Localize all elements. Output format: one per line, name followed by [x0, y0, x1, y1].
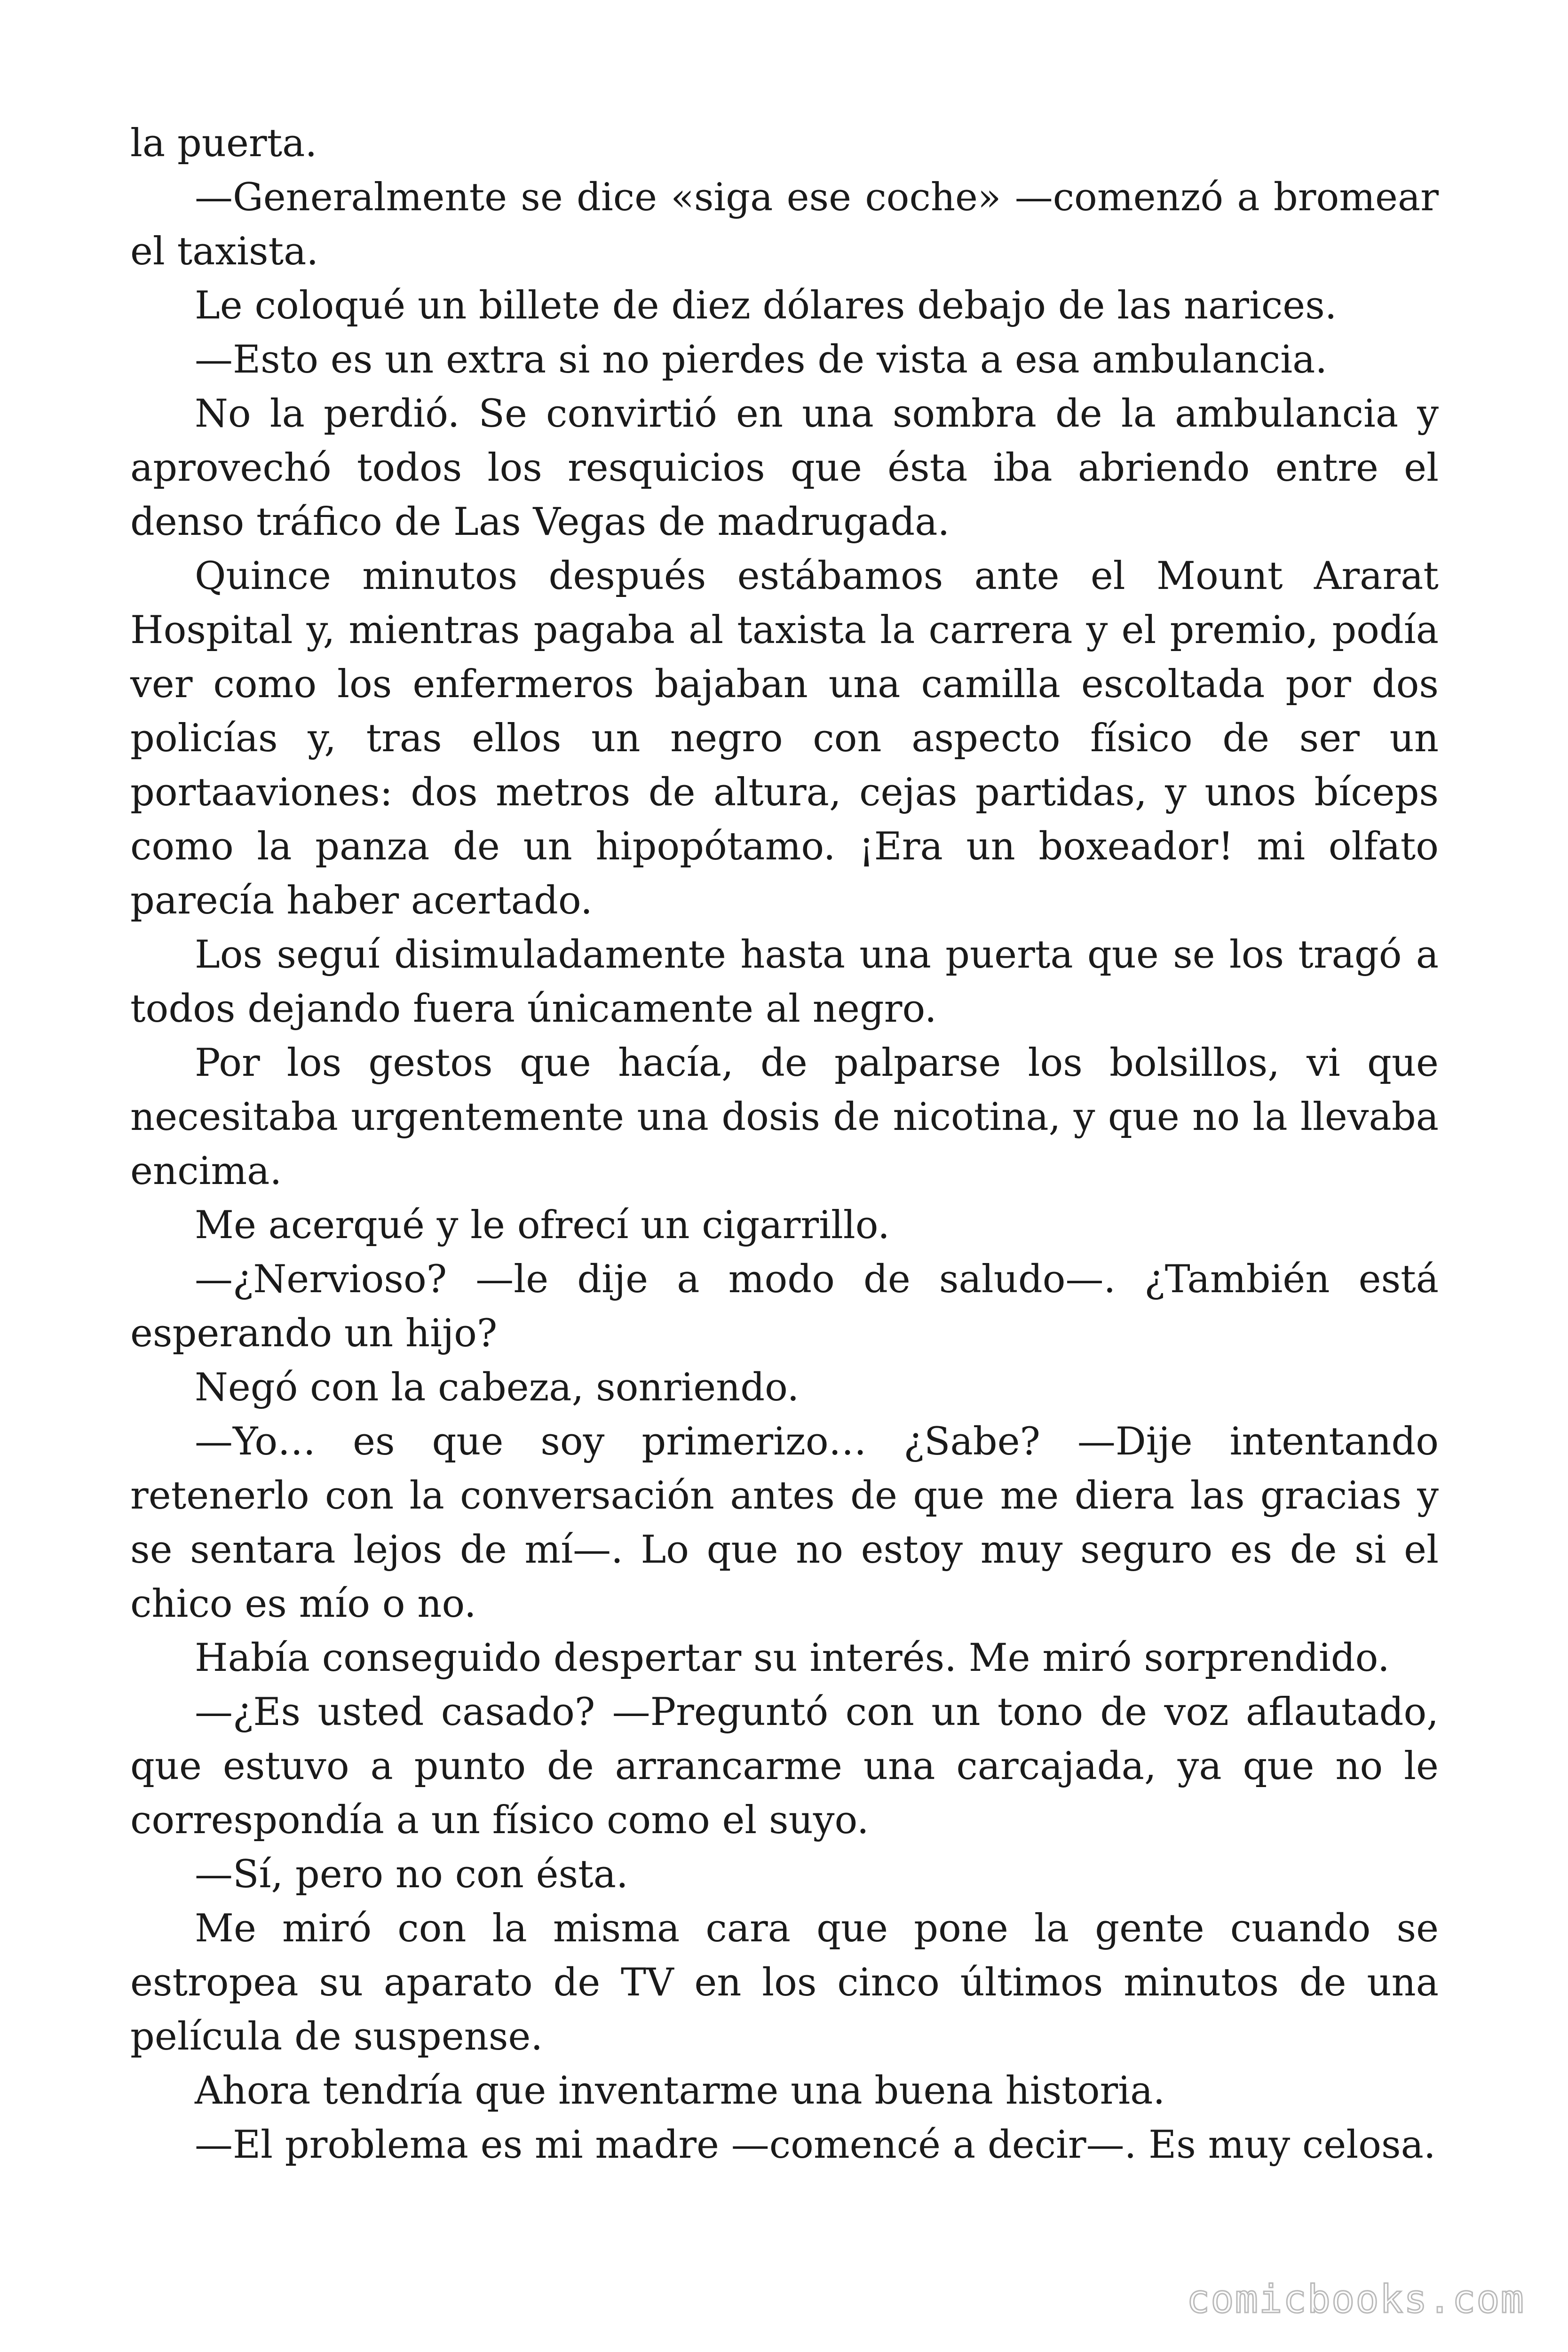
paragraph: Me miró con la misma cara que pone la gente cuando se estropea su aparato de TV en los cinco últimos minutos de una película de suspense.	[130, 1907, 1439, 2059]
paragraph: Le coloqué un billete de diez dólares debajo de las narices.	[195, 284, 1337, 328]
paragraph: —Yo… es que soy primerizo… ¿Sabe? —Dije intentando retenerlo con la conversación antes de que me diera las gracias y se sentara lejos de mí—. Lo que no estoy muy seguro es de si el chico es mío o no.	[130, 1420, 1439, 1626]
paragraph: la puerta.	[130, 121, 317, 166]
paragraph: Había conseguido despertar su interés. Me miró sorprendido.	[195, 1636, 1390, 1680]
paragraph: —¿Nervioso? —le dije a modo de saludo—. ¿También está esperando un hijo?	[130, 1257, 1439, 1356]
paragraph: Negó con la cabeza, sonriendo.	[195, 1366, 800, 1410]
paragraph: —Generalmente se dice «siga ese coche» —comenzó a bromear el taxista.	[130, 175, 1439, 274]
paragraph: Me acerqué y le ofrecí un cigarrillo.	[195, 1203, 890, 1248]
book-page-text	[130, 117, 1439, 2172]
paragraph: Quince minutos después estábamos ante el Mount Ararat Hospital y, mientras pagaba al taxista la carrera y el premio, podía ver como los enfermeros bajaban una camilla escoltada por dos policías y, tras ellos un negro con aspecto físico de ser un portaaviones: dos metros de altura, cejas partidas, y unos bíceps como la panza de un hipopótamo. ¡Era un boxeador! mi olfato parecía haber acertado.	[130, 554, 1439, 923]
paragraph: —¿Es usted casado? —Preguntó con un tono de voz aflautado, que estuvo a punto de arrancarme una carcajada, ya que no le correspondía a un físico como el suyo.	[130, 1690, 1439, 1843]
paragraph: Los seguí disimuladamente hasta una puerta que se los tragó a todos dejando fuera únicamente al negro.	[130, 933, 1439, 1031]
paragraph: No la perdió. Se convirtió en una sombra de la ambulancia y aprovechó todos los resquicios que ésta iba abriendo entre el denso tráfico de Las Vegas de madrugada.	[130, 392, 1439, 544]
paragraph: —Esto es un extra si no pierdes de vista a esa ambulancia.	[195, 338, 1328, 382]
paragraph: Ahora tendría que inventarme una buena historia.	[195, 2069, 1165, 2113]
watermark: comicbooks.com	[1186, 2277, 1525, 2322]
paragraph: —El problema es mi madre —comencé a decir—. Es muy celosa.	[195, 2123, 1436, 2167]
paragraph: —Sí, pero no con ésta.	[195, 1852, 628, 1897]
paragraph: Por los gestos que hacía, de palparse los bolsillos, vi que necesitaba urgentemente una dosis de nicotina, y que no la llevaba encima.	[130, 1041, 1439, 1193]
